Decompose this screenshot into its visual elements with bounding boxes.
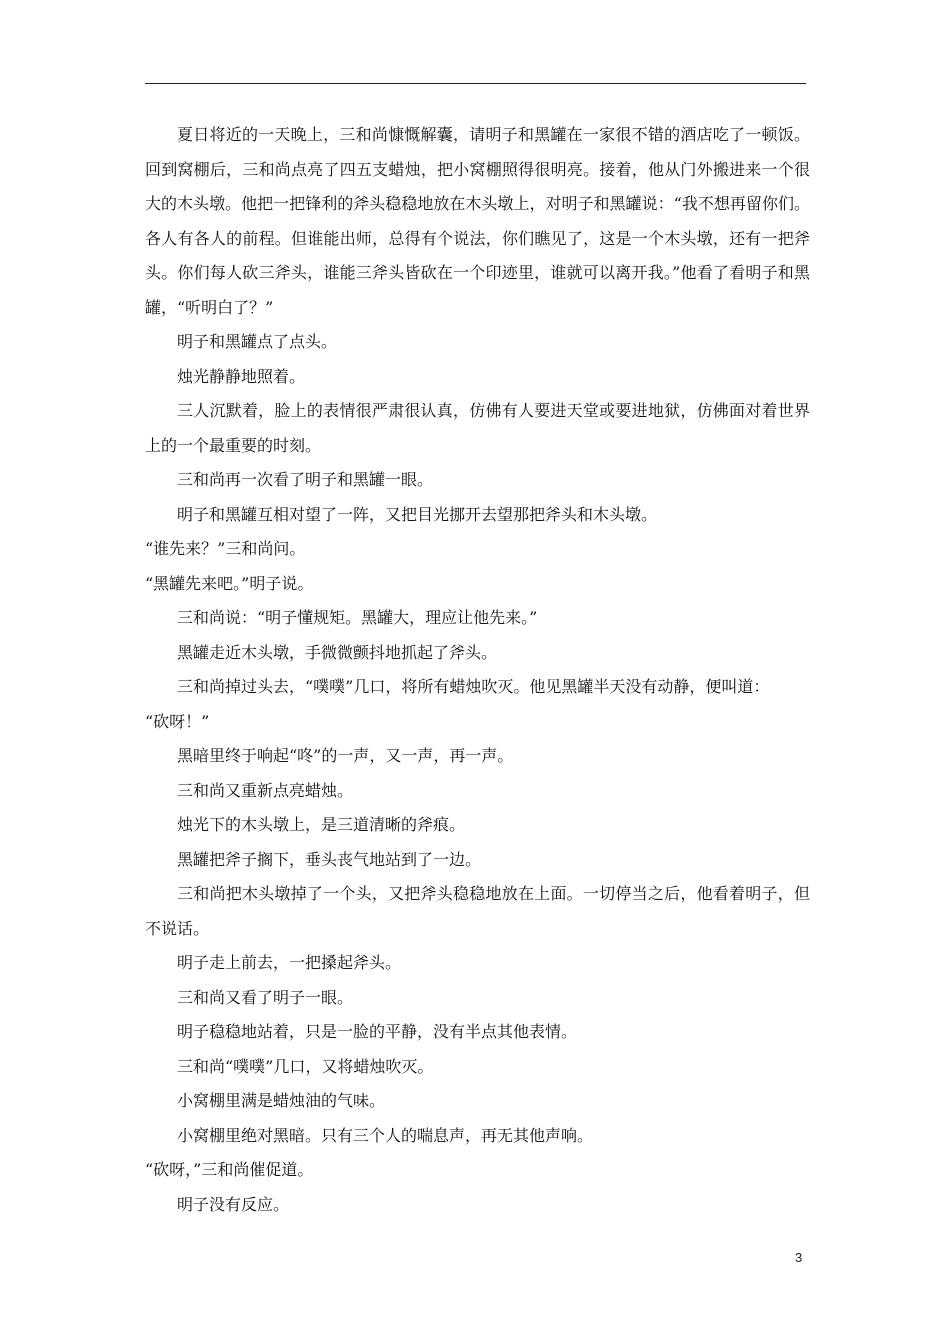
paragraph: 明子和黑罐点了点头。 <box>177 332 338 351</box>
paragraph: 黑罐走近木头墩，手微微颤抖地抓起了斧头。 <box>177 642 498 662</box>
paragraph: 三和尚掉过头去，“噗噗”几口，将所有蜡烛吹灭。他见黑罐半天没有动静，便叫道： <box>177 677 770 696</box>
paragraph: 黑罐把斧子搁下，垂头丧气地站到了一边。 <box>177 849 482 869</box>
paragraph: 黑暗里终于响起“咚”的一声，又一声，再一声。 <box>177 746 514 765</box>
paragraph: 三和尚说：“明子懂规矩。黑罐大，理应让他先来。” <box>177 608 538 627</box>
paragraph: 烛光静静地照着。 <box>177 366 306 386</box>
paragraph: 明子走上前去，一把搡起斧头。 <box>177 953 402 972</box>
header-rule <box>145 83 806 84</box>
paragraph: “砍呀，”三和尚催促道。 <box>145 1160 314 1179</box>
paragraph: 明子和黑罐互相对望了一阵，又把目光挪开去望那把斧头和木头墩。 <box>177 504 658 524</box>
paragraph: 夏日将近的一天晚上，三和尚慷慨解囊，请明子和黑罐在一家很不错的酒店吃了一顿饭。回到窝棚后，三和尚点亮了四五支蜡烛，把小窝棚照得很明亮。接着，他从门外搬进来一个很大的木头墩。他把一把锋利的斧头稳稳地放在木头墩上，对明子和黑罐说：“我不想再留你们。各人有各人的前程。但谁能出师，总得有个说法，你们瞧见了，这是一个木头墩，还有一把斧头。你们每人砍三斧头，谁能三斧头皆砍在一个印迹里，谁就可以离开我。”他看了看明子和黑罐，“听明白了？” <box>145 125 810 317</box>
page-number: 3 <box>795 1250 803 1265</box>
paragraph: 三和尚又重新点亮蜡烛。 <box>177 780 354 800</box>
paragraph: 明子稳稳地站着，只是一脸的平静，没有半点其他表情。 <box>177 1022 578 1041</box>
paragraph: 小窝棚里绝对黑暗。只有三个人的喘息声，再无其他声响。 <box>177 1125 594 1145</box>
paragraph: 三人沉默着，脸上的表情很严肃很认真，仿佛有人要进天堂或要进地狱，仿佛面对着世界上的一个最重要的时刻。 <box>145 401 810 455</box>
paragraph: “黑罐先来吧。”明子说。 <box>145 573 314 593</box>
paragraph: “谁先来？”三和尚问。 <box>145 539 306 558</box>
paragraph: “砍呀！” <box>145 711 210 731</box>
paragraph: 三和尚“噗噗”几口，又将蜡烛吹灭。 <box>177 1056 434 1076</box>
paragraph: 三和尚又看了明子一眼。 <box>177 987 354 1007</box>
paragraph: 明子没有反应。 <box>177 1194 290 1214</box>
paragraph: 三和尚把木头墩掉了一个头，又把斧头稳稳地放在上面。一切停当之后，他看着明子，但不说话。 <box>145 884 810 938</box>
body-text <box>145 118 810 1222</box>
paragraph: 三和尚再一次看了明子和黑罐一眼。 <box>177 470 434 489</box>
paragraph: 烛光下的木头墩上，是三道清晰的斧痕。 <box>177 815 466 834</box>
paragraph: 小窝棚里满是蜡烛油的气味。 <box>177 1091 386 1110</box>
